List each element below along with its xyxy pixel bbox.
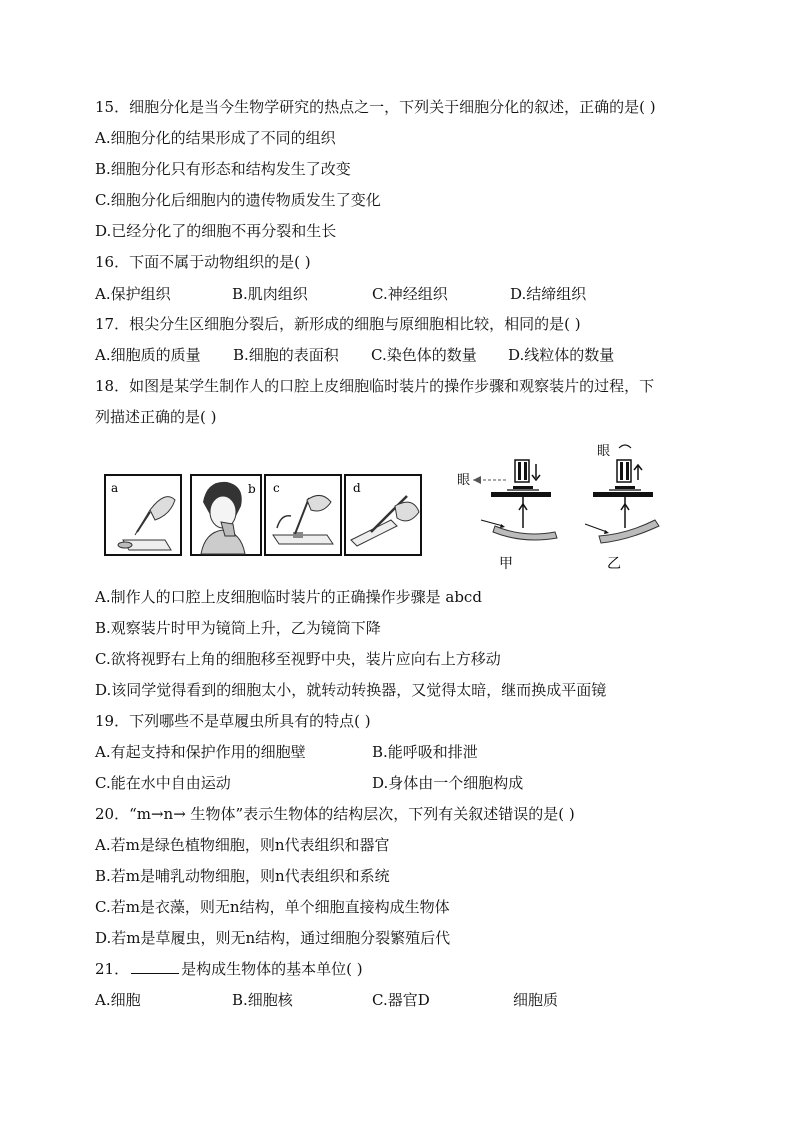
- q20-option-d: D.若m是草履虫，则无n结构，通过细胞分裂繁殖后代: [95, 929, 451, 947]
- q16-option-a: A.保护组织: [95, 285, 171, 303]
- q21-answer-blank[interactable]: [131, 959, 179, 974]
- q20-stem: 20．“m→n→ 生物体”表示生物体的结构层次，下列有关叙述错误的是( ): [95, 805, 575, 823]
- q18-option-b: B.观察装片时甲为镜筒上升，乙为镜筒下降: [95, 619, 381, 637]
- q18-stem-line1: 18．如图是某学生制作人的口腔上皮细胞临时装片的操作步骤和观察装片的过程，下: [95, 377, 655, 395]
- q20-option-b: B.若m是哺乳动物细胞，则n代表组织和系统: [95, 867, 390, 885]
- q19-stem: 19．下列哪些不是草履虫所具有的特点( ): [95, 712, 371, 730]
- q18-figure: [95, 440, 695, 580]
- q18-option-c: C.欲将视野右上角的细胞移至视野中央，装片应向右上方移动: [95, 650, 501, 668]
- q21-option-b: B.细胞核: [232, 991, 293, 1009]
- q17-option-b: B.细胞的表面积: [233, 346, 339, 364]
- q19-option-d: D.身体由一个细胞构成: [372, 774, 524, 792]
- panel-a-label: a: [111, 481, 119, 495]
- q19-option-b: B.能呼吸和排泄: [372, 743, 478, 761]
- q15-option-b: B.细胞分化只有形态和结构发生了改变: [95, 160, 351, 178]
- panel-c: [265, 475, 341, 555]
- q18-option-d: D.该同学觉得看到的细胞太小，就转动转换器，又觉得太暗，继而换成平面镜: [95, 681, 607, 699]
- q15-option-d: D.已经分化了的细胞不再分裂和生长: [95, 222, 337, 240]
- q21-option-d: 细胞质: [513, 991, 559, 1009]
- q15-stem: 15．细胞分化是当今生物学研究的热点之一，下列关于细胞分化的叙述，正确的是( ): [95, 98, 656, 116]
- q21-stem-line: [95, 959, 363, 979]
- q16-option-d: D.结缔组织: [510, 285, 587, 303]
- q19-option-c: C.能在水中自由运动: [95, 774, 231, 792]
- panel-d: [345, 475, 421, 555]
- q19-option-a: A.有起支持和保护作用的细胞壁: [95, 743, 306, 761]
- q15-option-a: A.细胞分化的结果形成了不同的组织: [95, 129, 336, 147]
- microscope-jia: [457, 460, 557, 572]
- q20-option-a: A.若m是绿色植物细胞，则n代表组织和器官: [95, 836, 390, 854]
- q15-option-c: C.细胞分化后细胞内的遗传物质发生了变化: [95, 191, 381, 209]
- q17-option-d: D.线粒体的数量: [508, 346, 615, 364]
- label-jia: 甲: [499, 556, 513, 572]
- q16-stem: 16．下面不属于动物组织的是( ): [95, 253, 311, 271]
- q20-option-c: C.若m是衣藻，则无n结构，单个细胞直接构成生物体: [95, 898, 450, 916]
- eye-label-yi: 眼: [597, 444, 611, 459]
- label-yi: 乙: [607, 556, 621, 572]
- q21-stem: 是构成生物体的基本单位( ): [181, 960, 363, 978]
- q21-number: 21．: [95, 960, 130, 978]
- q18-option-a: A.制作人的口腔上皮细胞临时装片的正确操作步骤是 abcd: [95, 588, 482, 606]
- panel-a: [105, 475, 181, 555]
- microscope-yi: [585, 444, 659, 572]
- q16-option-c: C.神经组织: [372, 285, 448, 303]
- q17-option-c: C.染色体的数量: [371, 346, 477, 364]
- q17-option-a: A.细胞质的质量: [95, 346, 201, 364]
- panel-b: [191, 475, 261, 555]
- q21-option-a: A.细胞: [95, 991, 141, 1009]
- q21-option-c: C.器官D: [372, 991, 430, 1009]
- q16-option-b: B.肌肉组织: [232, 285, 308, 303]
- q18-stem-line2: 列描述正确的是( ): [95, 408, 217, 426]
- eye-label-jia: 眼: [457, 473, 471, 488]
- panel-c-label: c: [273, 481, 280, 495]
- q17-stem: 17．根尖分生区细胞分裂后，新形成的细胞与原细胞相比较，相同的是( ): [95, 315, 581, 333]
- panel-b-label: b: [248, 482, 256, 496]
- panel-d-label: d: [353, 481, 361, 495]
